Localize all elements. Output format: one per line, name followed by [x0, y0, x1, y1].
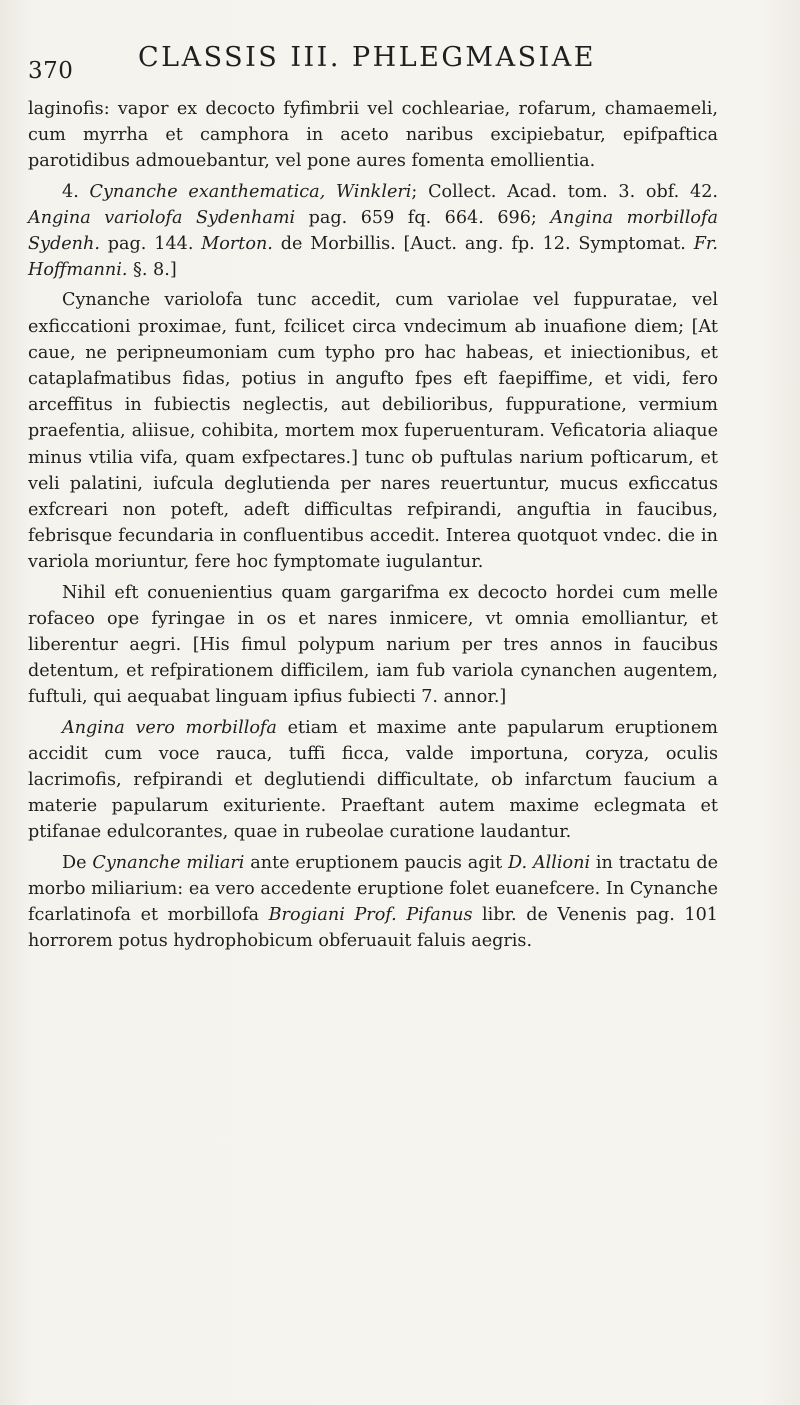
text-run: etiam et maxime ante papularum eruptionem accidit cum voce rauca, tuffi ficca, valde importuna, coryza, oculis lacrimofis, refpirandi et deglutiendi difficultate, ob infarctum faucium a materie papularum exituriente. Praeftant autem maxime eclegmata et ptifanae edulcorantes, quae in rubeolae curatione laudantur. [28, 717, 718, 843]
text-run: laginofis: vapor ex decocto fyfimbrii vel cochleariae, rofarum, chamaemeli, cum myrrha et camphora in aceto naribus excipiebatur, epifpaftica parotidibus admouebantur, vel pone aures fomenta emollientia. [28, 99, 718, 172]
text-run: De [62, 852, 93, 873]
text-run: ante eruptionem paucis agit [244, 852, 509, 873]
text-run: pag. 144. [99, 234, 202, 255]
paragraph [28, 96, 718, 175]
italic-text: Morton. [201, 234, 273, 255]
text-run: ; Collect. Acad. tom. 3. obf. 42. [411, 181, 718, 202]
body-text [28, 96, 718, 959]
italic-text: D. Allioni [508, 852, 591, 873]
page-header [28, 32, 718, 82]
text-run: libr. de Venenis pag. 101 horrorem potus hydrophobicum obferuauit faluis aegris. [28, 905, 718, 952]
italic-text: Angina vero morbillofa [62, 717, 277, 738]
text-run: de Morbillis. [Auct. ang. fp. 12. Symptomat. [272, 234, 694, 255]
text-run: pag. 659 fq. 664. 696; [295, 207, 551, 228]
italic-text: Cynanche exanthematica, Winkleri [89, 181, 412, 202]
text-run: Cynanche variolofa tunc accedit, cum variolae vel fuppuratae, vel exficcationi proximae, funt, fcilicet circa vndecimum ab inuafione diem; [At caue, ne peripneumoniam cum typho pro hac habeas, et iniectionibus, et cataplafmatibus fidas, potius in angufto fpes eft faepiffime, et vidi, fero arceffitus in fubiectis neglectis, aut debilioribus, fuppuratione, vermium praefentia, aliisue, cohibita, mortem mox fuperuenturam. Veficatoria aliaque minus vtilia vifa, quam exfpectares.] tunc ob puftulas narium pofticarum, et veli palatini, iufcula deglutienda per nares reuertuntur, mucus exficcatus exfcreari non poteft, adeft difficultas refpirandi, anguftia in faucibus, febrisque fecundaria in confluentibus accedit. Interea quotquot vndec. die in variola moriuntur, fere hoc fymptomate iugulantur. [28, 290, 718, 573]
italic-text: Brogiani Prof. Pifanus [268, 905, 473, 926]
italic-text: Angina morbillofa Sydenh. [28, 207, 719, 255]
paragraph [28, 287, 718, 575]
text-run: Nihil eft conuenientius quam gargarifma ex decocto hordei cum melle rofaceo ope fyringae in os et nares inmicere, vt omnia emolliantur, et liberentur aegri. [His fimul polypum narium per tres annos in faucibus detentum, et refpirationem difficilem, iam fub variola cynanchen augentem, fuftuli, qui aequabat linguam ipfius fubiecti 7. annor.] [28, 582, 718, 708]
paragraph [28, 179, 718, 284]
text-run: 4. [62, 181, 90, 202]
paragraph [28, 580, 718, 711]
running-head: CLASSIS III. PHLEGMASIAE [138, 42, 596, 73]
text-run: in tractatu de morbo miliarium: ea vero accedente eruptione folet euanefcere. In Cynanche fcarlatinofa et morbillofa [28, 852, 718, 926]
paragraph [28, 715, 718, 846]
page-number: 370 [28, 58, 74, 84]
paragraph [28, 850, 718, 955]
italic-text: Fr. Hoffmanni. [28, 234, 718, 281]
italic-text: Cynanche miliari [92, 852, 245, 873]
italic-text: Angina variolofa Sydenhami [28, 207, 296, 228]
text-run: §. 8.] [127, 260, 177, 281]
